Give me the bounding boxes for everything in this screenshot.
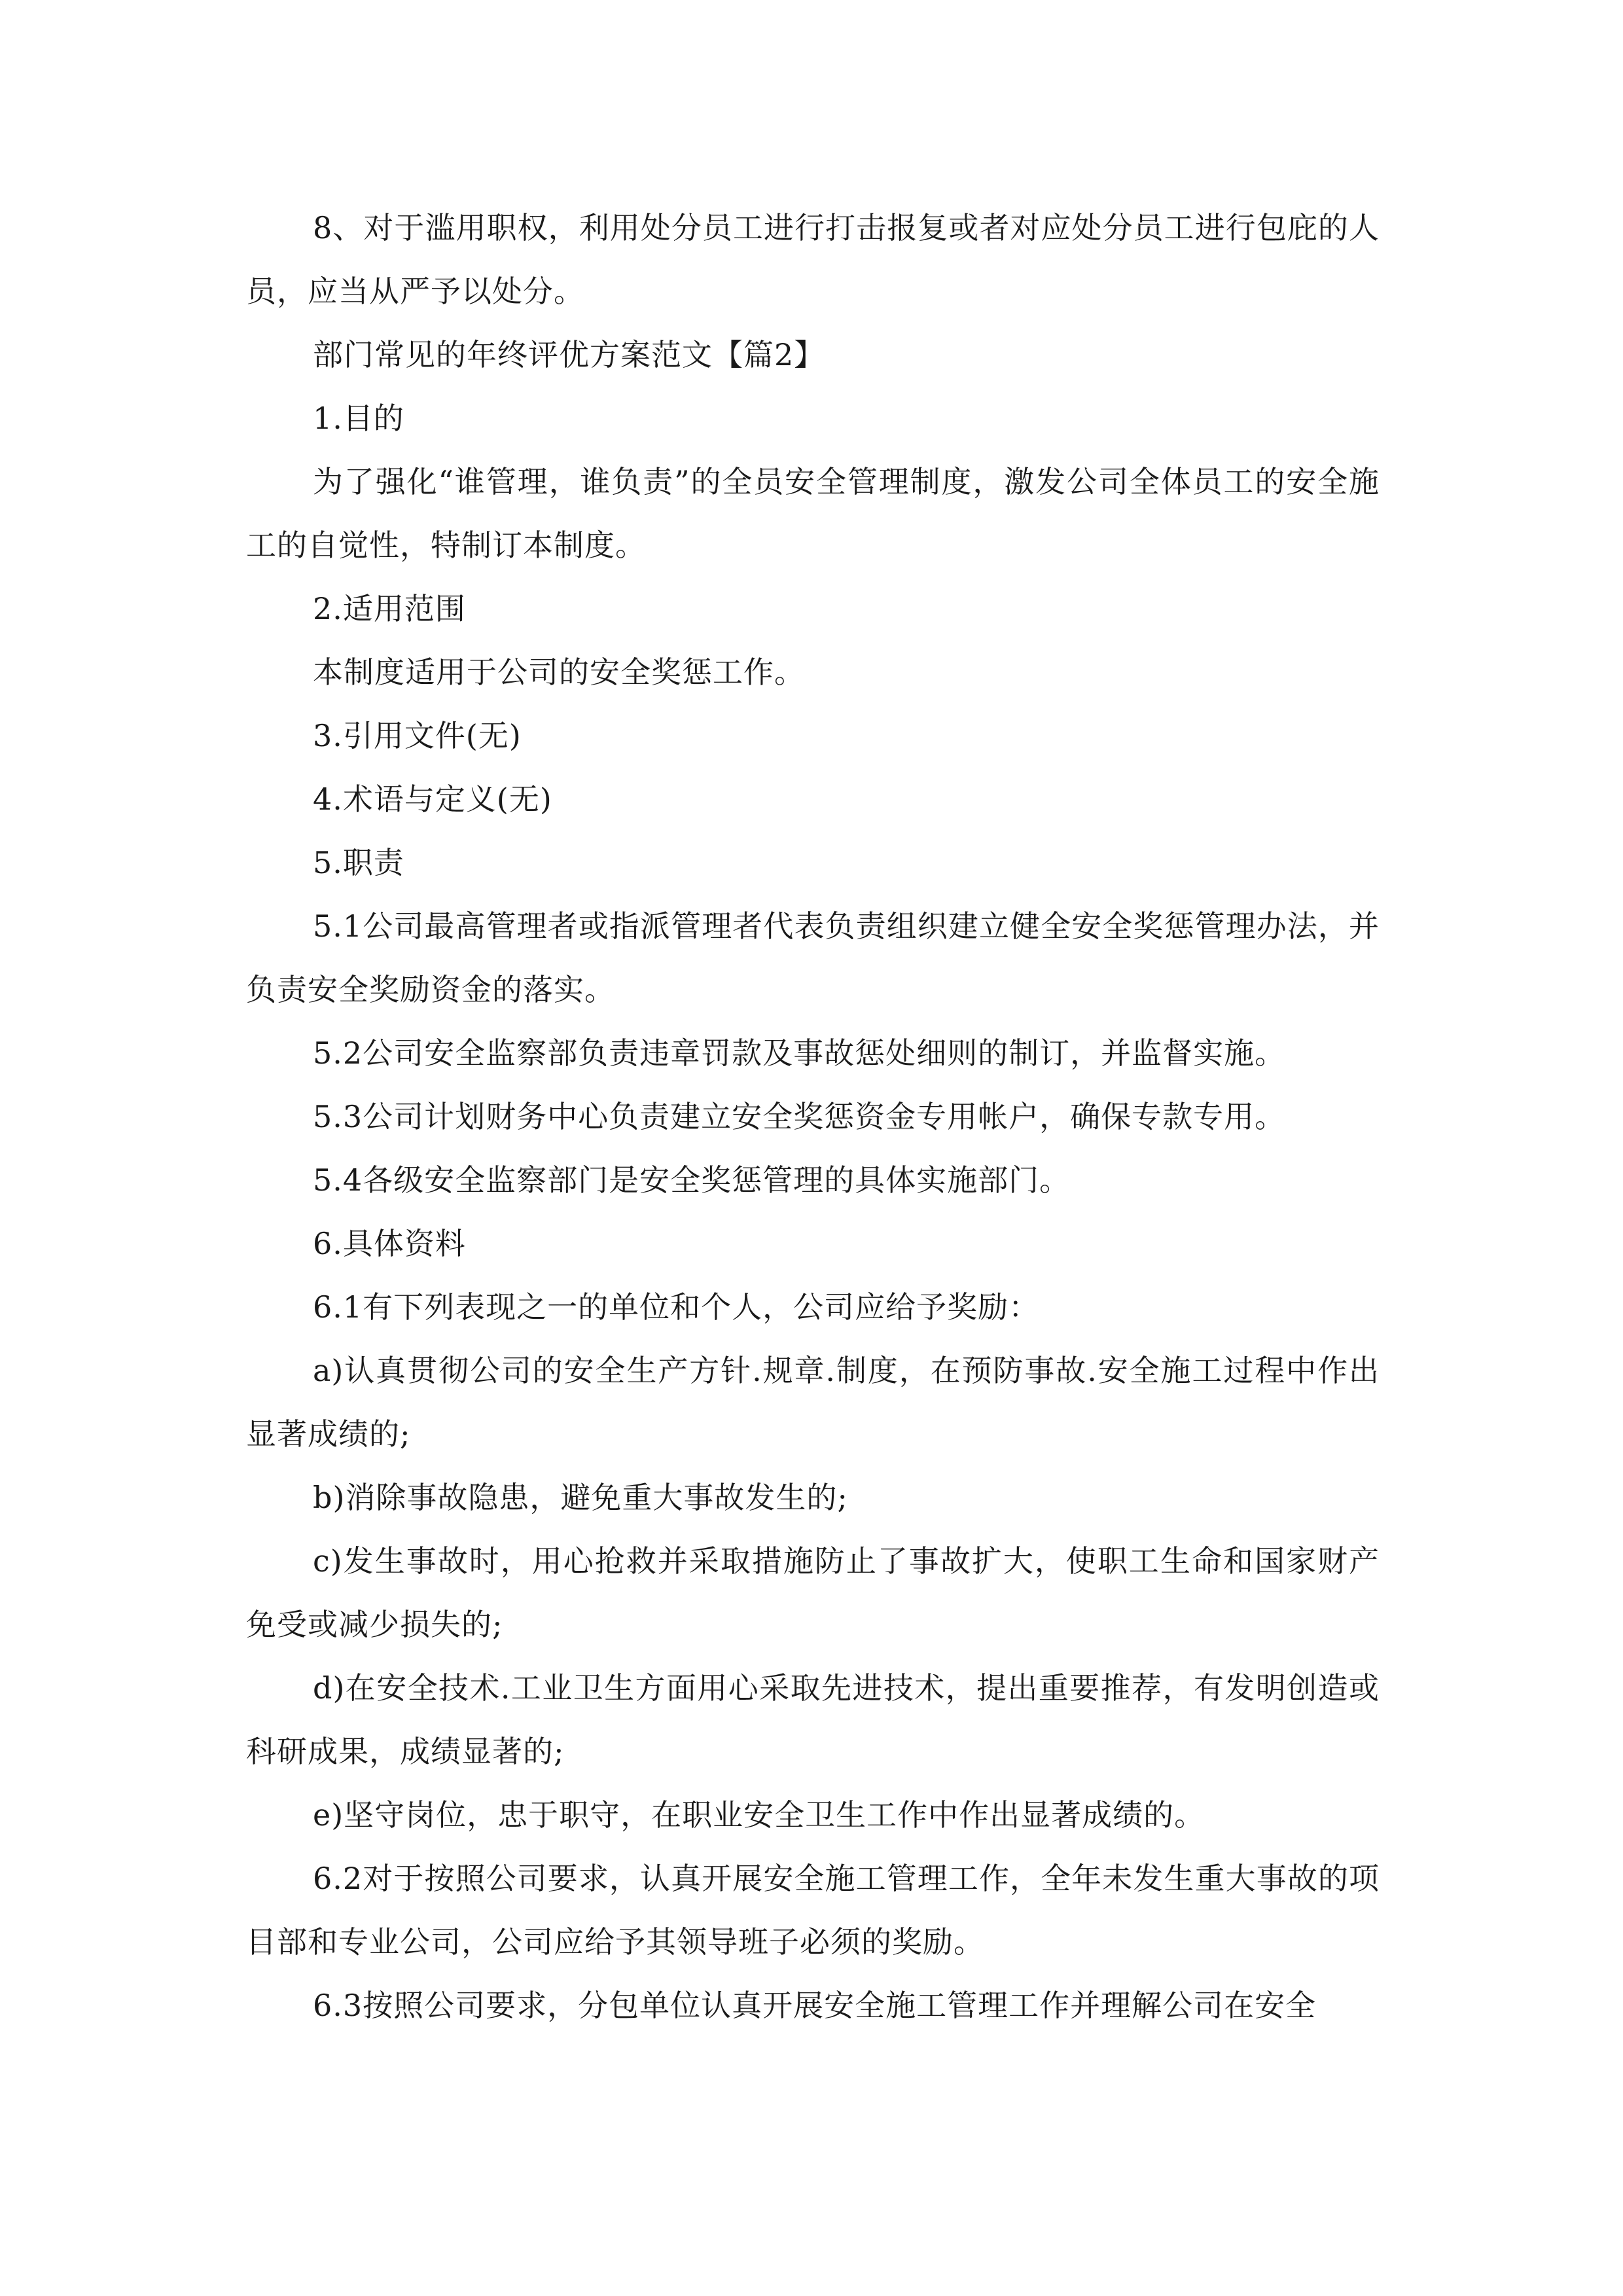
paragraph: 5.3公司计划财务中心负责建立安全奖惩资金专用帐户，确保专款专用。 [313,1099,1286,1134]
section-heading: 部门常见的年终评优方案范文【篇2】 [313,337,825,372]
paragraph: a)认真贯彻公司的安全生产方针.规章.制度，在预防事故.安全施工过程中作出显著成绩的; [246,1353,1380,1452]
paragraph: 为了强化“谁管理，谁负责”的全员安全管理制度，激发公司全体员工的安全施工的自觉性，特制订本制度。 [246,464,1380,563]
paragraph: 5.2公司安全监察部负责违章罚款及事故惩处细则的制订，并监督实施。 [313,1035,1286,1071]
document-body [246,196,1380,2037]
paragraph: d)在安全技术.工业卫生方面用心采取先进技术，提出重要推荐，有发明创造或科研成果，成绩显著的; [246,1670,1380,1769]
paragraph: 8、对于滥用职权，利用处分员工进行打击报复或者对应处分员工进行包庇的人员，应当从严予以处分。 [246,210,1380,309]
paragraph: 2.适用范围 [313,591,466,626]
paragraph: 1.目的 [313,401,404,436]
paragraph: 本制度适用于公司的安全奖惩工作。 [313,655,805,690]
paragraph: 6.具体资料 [313,1226,466,1261]
paragraph: 5.1公司最高管理者或指派管理者代表负责组织建立健全安全奖惩管理办法，并负责安全奖励资金的落实。 [246,908,1380,1007]
paragraph: 4.术语与定义(无) [313,781,552,817]
paragraph: e)坚守岗位，忠于职守，在职业安全卫生工作中作出显著成绩的。 [313,1797,1205,1833]
paragraph: 3.引用文件(无) [313,718,522,753]
paragraph: 5.4各级安全监察部门是安全奖惩管理的具体实施部门。 [313,1162,1071,1198]
paragraph: b)消除事故隐患，避免重大事故发生的; [313,1480,848,1515]
paragraph: 6.2对于按照公司要求，认真开展安全施工管理工作，全年未发生重大事故的项目部和专业公司，公司应给予其领导班子必须的奖励。 [246,1861,1380,1960]
paragraph: 5.职责 [313,845,404,880]
paragraph: 6.3按照公司要求，分包单位认真开展安全施工管理工作并理解公司在安全 [313,1988,1317,2023]
paragraph: c)发生事故时，用心抢救并采取措施防止了事故扩大，使职工生命和国家财产免受或减少损失的; [246,1543,1380,1642]
paragraph: 6.1有下列表现之一的单位和个人，公司应给予奖励： [313,1289,1040,1325]
